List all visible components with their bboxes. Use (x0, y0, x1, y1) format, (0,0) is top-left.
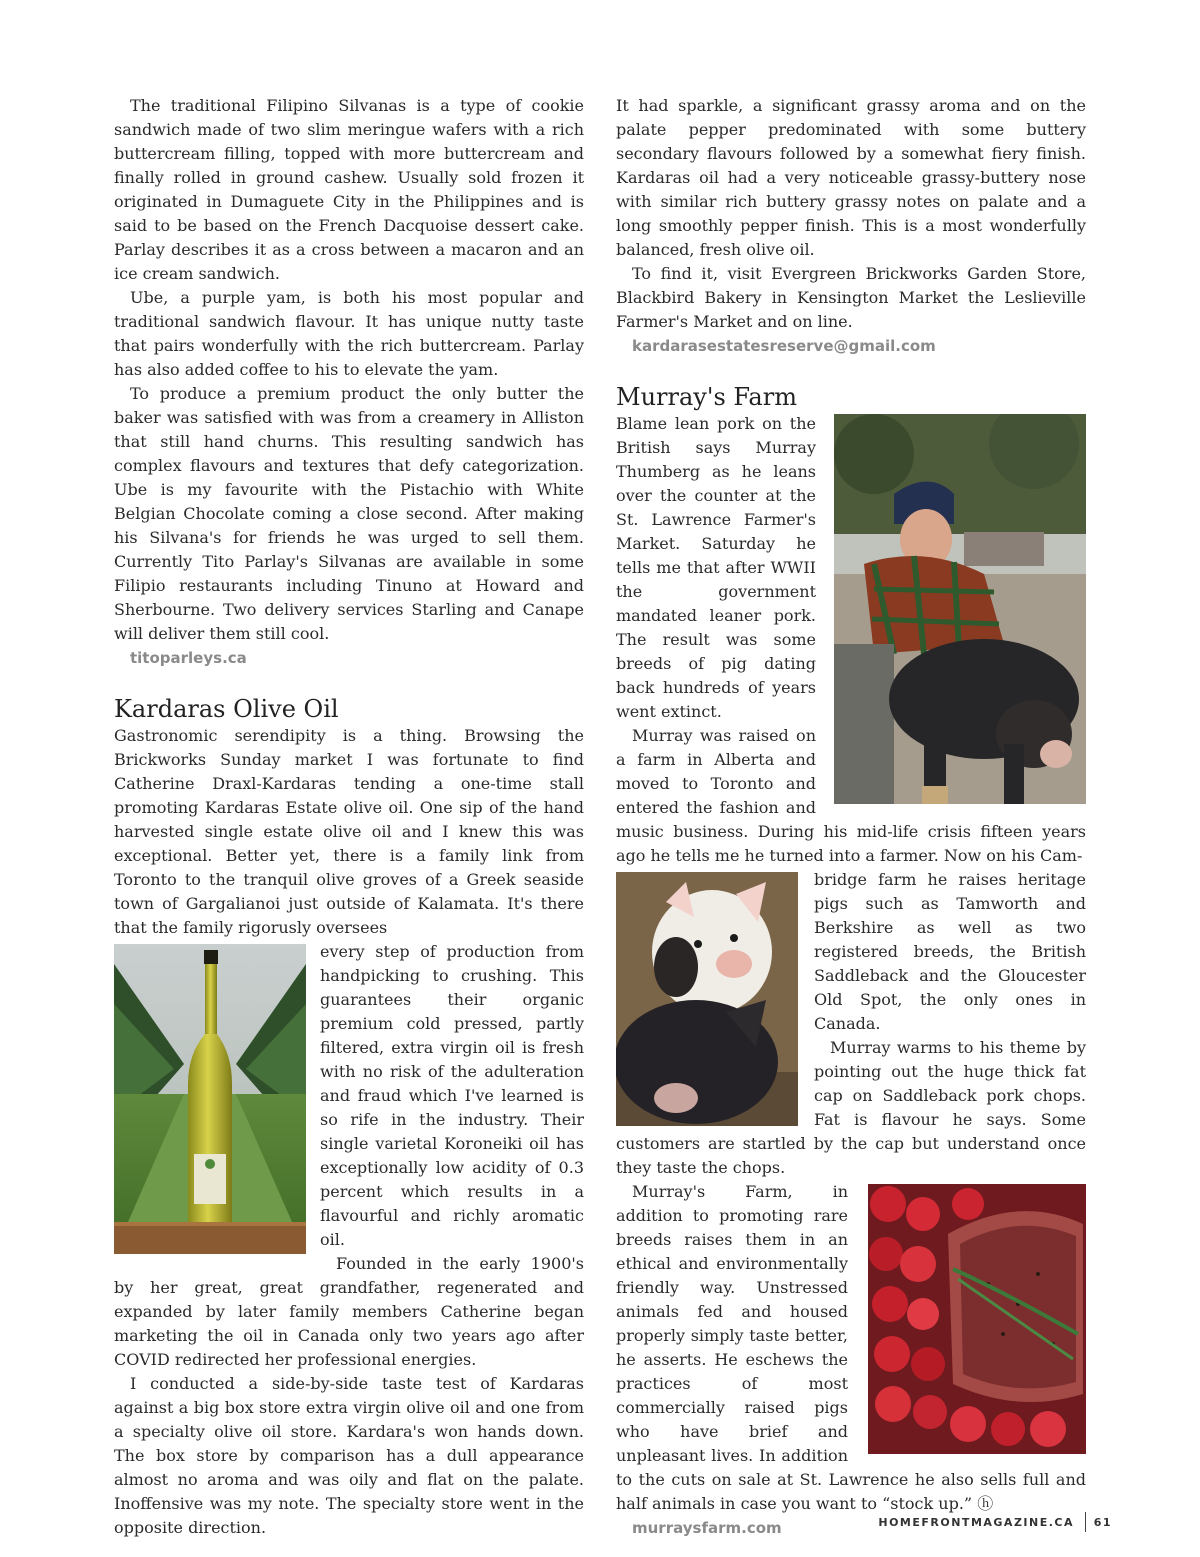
pork-chops-and-radishes-photo (868, 1184, 1086, 1454)
murray-paragraph-2: Murray was raised on a farm in Alberta and moved to Toronto and entered the fashion and music business. During his mid-life crisis fifteen years ago he tells me he turned into a farmer. Now on his Cam- (616, 726, 1086, 865)
kardaras-paragraph-1: Gastronomic serendipity is a thing. Browsing the Brickworks Sunday market I was fortunate to find Catherine Draxl-Kardaras tending a one-time stall promoting Kardaras Estate olive oil. One sip of the hand harvested single estate olive oil and I knew this was exceptional. Better yet, there is a family link from Toronto to the tranquil olive groves of a Greek seaside town of Gargalianoi just outside of Kalamata. It's there that the family rigorusly oversees (114, 726, 584, 937)
murray-heading: Murray's Farm (616, 383, 797, 411)
piglets-photo (616, 872, 798, 1126)
silvanas-paragraph-2: Ube, a purple yam, is both his most popular and traditional sandwich flavour. It has unique nutty taste that pairs wonderfully with the rich buttercream. Parlay has also added coffee to his to elevate the yam. (114, 288, 584, 379)
silvanas-website-link[interactable]: titoparleys.ca (130, 649, 247, 667)
murray-paragraph-2-continued: bridge farm he raises heritage pigs such as Tamworth and Berkshire as well as two registered breeds, the British Saddleback and the Gloucester Old Spot, the only ones in Canada. (814, 870, 1086, 1033)
footer-divider (1085, 1512, 1086, 1532)
kardaras-paragraph-1-continued: every step of production from handpicking to crushing. This guarantees their organic premium cold pressed, partly filtered, extra virgin oil is fresh with no risk of the adulteration and fraud which I've learned is so rife in the industry. Their single varietal Koroneiki oil has exceptionally low acidity of 0.3 percent which results in a flavourful and richly aromatic oil. (320, 942, 584, 1249)
silvanas-paragraph-3: To produce a premium product the only butter the baker was satisfied with was from a creamery in Alliston that still hand churns. This resulting sandwich has complex flavours and textures that defy categorization. Ube is my favourite with the Pistachio with White Belgian Chocolate coming a close second. After making his Silvana's for friends he was urged to sell them. Currently Tito Parlay's Silvanas are available in some Filipio restaurants including Tinuno at Howard and Sherbourne. Two delivery services Starling and Canape will deliver them still cool. (114, 384, 584, 643)
kardaras-email-link[interactable]: kardarasestatesreserve@gmail.com (632, 337, 936, 355)
kardaras-paragraph-5: To find it, visit Evergreen Brickworks Garden Store, Blackbird Bakery in Kensington Market the Leslieville Farmer's Market and on line. (616, 264, 1086, 331)
kardaras-paragraph-4: It had sparkle, a significant grassy aroma and on the palate pepper predominated with some buttery secondary flavours followed by a somewhat fiery finish. Kardaras oil had a very noticeable grassy-buttery nose with similar rich buttery grassy notes on palate and a long smoothly pepper finish. This is a most wonderfully balanced, fresh olive oil. (616, 96, 1086, 259)
murray-paragraph-4-text: Murray's Farm, in addition to promoting rare breeds raises them in an ethical and environmentally friendly way. Unstressed animals fed and housed properly simply taste better, he asserts. He eschews the practices of most commercially raised pigs who have brief and unpleasant lives. In addition to the cuts on sale at St. Lawrence he also sells full and half animals in case you want to “stock up.” (616, 1182, 1086, 1513)
kardaras-heading: Kardaras Olive Oil (114, 695, 339, 723)
page-number: 61 (1093, 1516, 1112, 1529)
farmer-with-pig-photo (834, 414, 1086, 804)
olive-oil-bottle-photo (114, 944, 306, 1254)
murray-paragraph-1: Blame lean pork on the British says Murray Thumberg as he leans over the counter at the St. Lawrence Farmer's Market. Saturday he tells me that after WWII the government mandated leaner pork. The result was some breeds of pig dating back hundreds of years went extinct. (616, 414, 816, 721)
end-mark-icon: ⓗ (977, 1494, 994, 1513)
left-column (114, 94, 584, 1540)
kardaras-paragraph-3: I conducted a side-by-side taste test of Kardaras against a big box store extra virgin olive oil and one from a specialty olive oil store. Kardara's won hands down. The box store by comparison has a dull appearance almost no aroma and was oily and flat on the palate. Inoffensive was my note. The specialty store went in the opposite direction. (114, 1374, 584, 1537)
silvanas-paragraph-1: The traditional Filipino Silvanas is a type of cookie sandwich made of two slim meringue wafers with a rich buttercream filling, topped with more buttercream and finally rolled in ground cashew. Usually sold frozen it originated in Dumaguete City in the Philippines and is said to be based on the French Dacquoise dessert cake. Parlay describes it as a cross between a macaron and an ice cream sandwich. (114, 96, 584, 283)
murray-website-link[interactable]: murraysfarm.com (632, 1519, 782, 1537)
footer-site-name: HOMEFRONTMAGAZINE.CA (878, 1516, 1074, 1529)
murray-paragraph-3: Murray warms to his theme by pointing out the huge thick fat cap on Saddleback pork chops. Fat is flavour he says. Some customers are startled by the cap but understand once they taste the chops. (616, 1038, 1086, 1177)
kardaras-paragraph-2: Founded in the early 1900's by her great, great grandfather, regenerated and expanded by later family members Catherine began marketing the oil in Canada only two years ago after COVID redirected her professional energies. (114, 1254, 584, 1369)
right-column (616, 94, 1086, 1540)
page-footer (870, 1512, 1120, 1534)
